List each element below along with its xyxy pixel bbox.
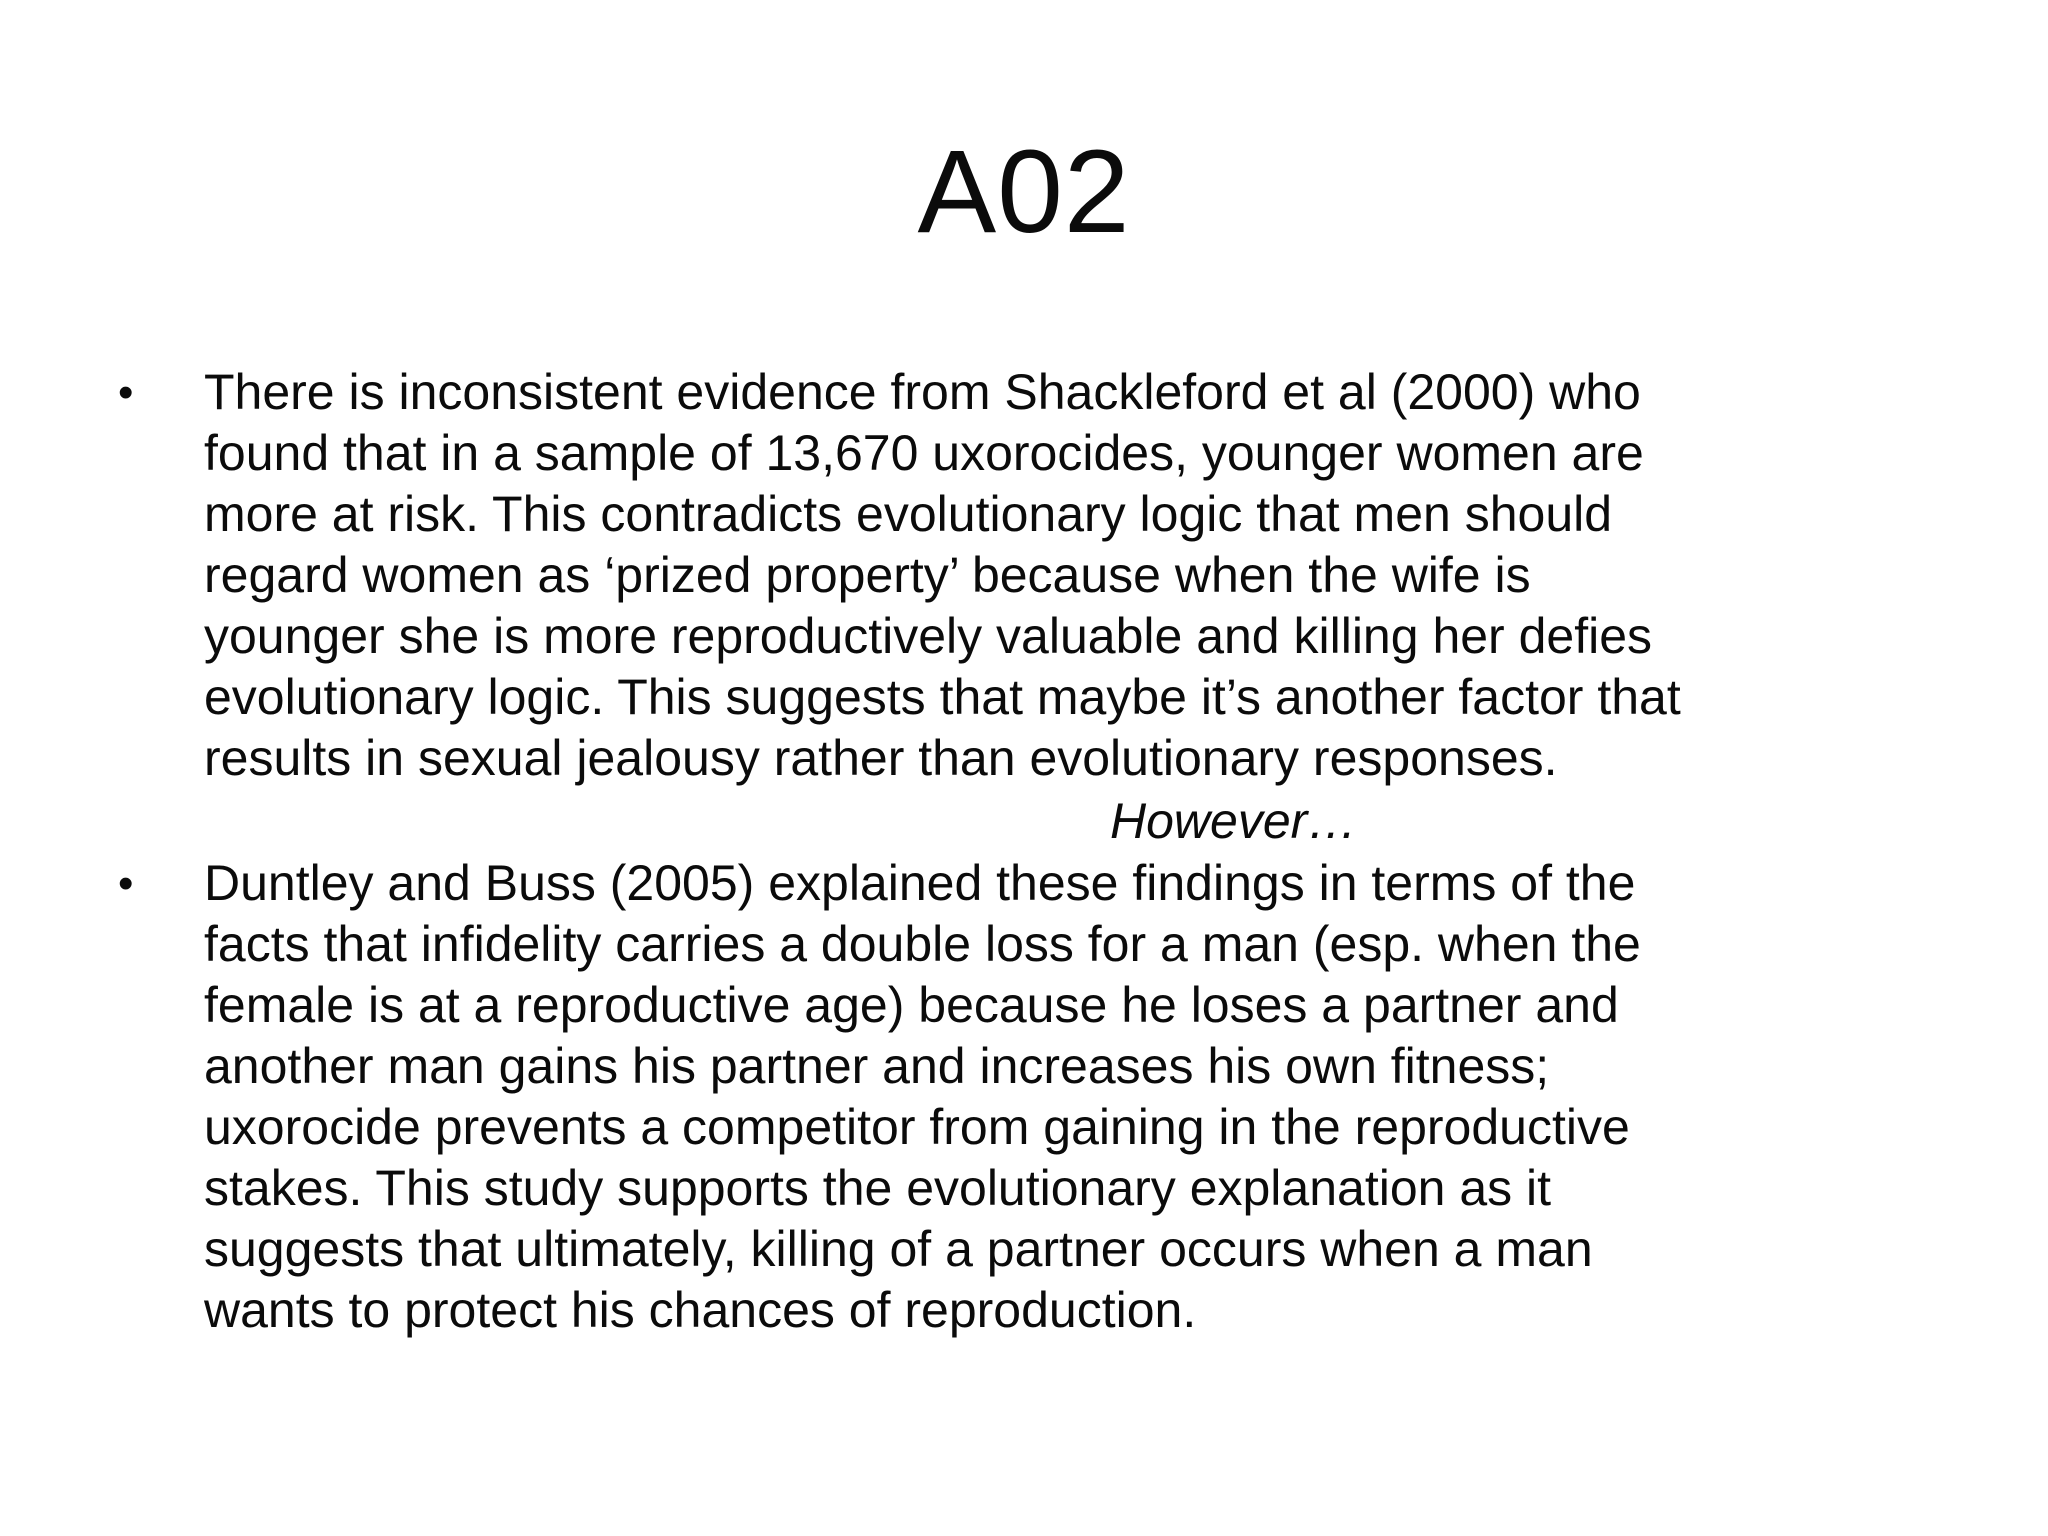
bullet-text: There is inconsistent evidence from Shackleford et al (2000) who found that in a sample of 13,670 uxorocides, younger women are more at risk. This contradicts evolutionary logic that men should regard women as ‘prized property’ because when the wife is younger she is more reproductively valuable and killing her defies evolutionary logic. This suggests that maybe it’s another factor that results in sexual jealousy rather than evolutionary responses.	[204, 364, 1681, 786]
bullet-item	[118, 362, 1978, 789]
slide-title: A02	[917, 126, 1131, 258]
bullet-item	[118, 853, 1978, 1341]
slide-content	[118, 362, 1978, 1341]
bullet-icon: •	[118, 368, 134, 417]
transition-text: However…	[1110, 793, 1358, 849]
bullet-icon: •	[118, 859, 134, 908]
bullet-text: Duntley and Buss (2005) explained these findings in terms of the facts that infidelity carries a double loss for a man (esp. when the female is at a reproductive age) because he loses a partner and another man gains his partner and increases his own fitness; uxorocide prevents a competitor from gaining in the reproductive stakes. This study supports the evolutionary explanation as it suggests that ultimately, killing of a partner occurs when a man wants to protect his chances of reproduction.	[204, 855, 1641, 1338]
